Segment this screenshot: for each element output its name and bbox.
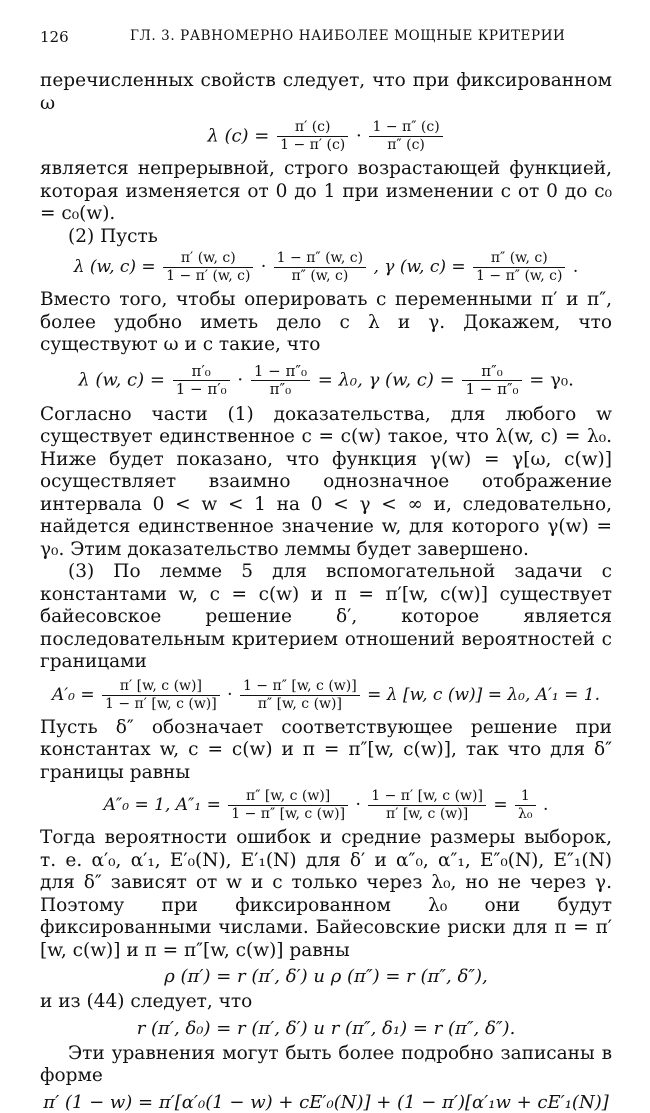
eq-end: = γ₀. — [529, 369, 574, 390]
dot: · — [237, 369, 244, 390]
denominator: π′ [w, c (w)] — [386, 806, 469, 822]
paragraph-6: (3) По лемме 5 для вспомогательной задачи с константами w, c = c(w) и π = π′[w, c(w)] существует байесовское решение δ′, которое является последовательным критерием отношений вероятностей с границами — [40, 561, 612, 672]
fraction — [228, 788, 348, 823]
fraction — [240, 678, 360, 713]
fraction — [274, 250, 366, 285]
fraction — [173, 363, 230, 398]
paragraph-10: Эти уравнения могут быть более подробно записаны в форме — [40, 1042, 612, 1086]
paragraph-2: является непрерывной, строго возрастающей функцией, которая изменяется от 0 до 1 при изменении c от 0 до c₀ = c₀(w). — [40, 158, 612, 224]
eq-lhs: A″₀ = 1, A″₁ = — [103, 795, 221, 815]
fraction — [369, 119, 442, 154]
numerator: 1 − π′ [w, c (w)] — [368, 788, 486, 806]
book-page — [40, 28, 612, 1113]
fraction — [277, 119, 348, 154]
dot: · — [356, 125, 362, 147]
denominator: 1 − π″ (w, c) — [476, 268, 563, 284]
numerator: π″ (w, c) — [473, 250, 565, 268]
numerator: 1 − π″ (w, c) — [274, 250, 366, 268]
eq-mid: = — [493, 795, 508, 815]
numerator: π″ [w, c (w)] — [228, 788, 348, 806]
fraction — [251, 363, 310, 398]
numerator: π′ (w, c) — [163, 250, 253, 268]
equation-lambda-c — [40, 119, 612, 154]
running-header — [40, 28, 612, 58]
dot: · — [227, 684, 233, 705]
paragraph-7: Пусть δ″ обозначает соответствующее решение при константах w, c = c(w) и π = π″[w, c(w)], так что для δ″ границы равны — [40, 716, 612, 783]
chapter-title: ГЛ. 3. РАВНОМЕРНО НАИБОЛЕЕ МОЩНЫЕ КРИТЕРИИ — [130, 28, 566, 44]
eq-end: = λ [w, c (w)] = λ₀, A′₁ = 1. — [367, 684, 600, 705]
eq-lhs: λ (w, c) = — [73, 257, 156, 277]
denominator: λ₀ — [518, 806, 533, 822]
equation-a-double-prime — [40, 788, 612, 823]
eq-mid: = λ₀, γ (w, c) = — [317, 369, 455, 390]
equation-lambda-gamma-def — [40, 250, 612, 285]
denominator: 1 − π″₀ — [465, 379, 519, 398]
page-number: 126 — [40, 28, 69, 46]
eq-end: . — [542, 795, 549, 815]
numerator: π′ [w, c (w)] — [102, 678, 220, 696]
denominator: 1 − π′₀ — [175, 379, 227, 398]
equation-bayes-risk: ρ (π′) = r (π′, δ′) и ρ (π″) = r (π″, δ″), — [164, 966, 488, 987]
numerator: 1 − π″ (c) — [369, 119, 442, 137]
denominator: 1 − π′ [w, c (w)] — [105, 695, 217, 712]
numerator: π″₀ — [462, 363, 521, 381]
eq-end: . — [572, 257, 579, 277]
denominator: 1 − π′ (w, c) — [166, 268, 251, 284]
fraction — [368, 788, 486, 823]
fraction — [473, 250, 565, 285]
denominator: 1 − π′ (c) — [280, 137, 346, 153]
dot: · — [355, 795, 361, 815]
numerator: 1 − π″ [w, c (w)] — [240, 678, 360, 696]
equation-lambda0-gamma0 — [40, 363, 612, 398]
denominator: π″ [w, c (w)] — [257, 695, 342, 712]
eq-lhs: A′₀ = — [52, 684, 95, 705]
paragraph-5: Согласно части (1) доказательства, для любого w существует единственное c = c(w) такое, что λ(w, c) = λ₀. Ниже будет показано, что функция γ(w) = γ[ω, c(w)] осуществляет взаимно однозначное отображение интервала 0 < w < 1 на 0 < γ < ∞ и, следовательно, найдется единственное значение w, для которого γ(w) = γ₀. Этим доказательство леммы будет завершено. — [40, 403, 612, 560]
denominator: π″ (w, c) — [291, 268, 349, 284]
paragraph-4: Вместо того, чтобы оперировать с переменными π′ и π″, более удобно иметь дело с λ и γ. Докажем, что существуют ω и c такие, что — [40, 289, 612, 355]
denominator: 1 − π″ [w, c (w)] — [231, 806, 346, 822]
denominator: π″ (c) — [387, 137, 425, 153]
fraction — [163, 250, 253, 285]
paragraph-1: перечисленных свойств следует, что при фиксированном ω — [40, 70, 612, 114]
fraction — [515, 788, 536, 823]
numerator: 1 — [515, 788, 536, 806]
eq-mid: , γ (w, c) = — [373, 257, 466, 277]
dot: · — [260, 257, 267, 277]
fraction — [102, 678, 220, 713]
equation-expanded: π′ (1 − w) = π′[α′₀(1 − w) + cE′₀(N)] + (1 − π′)[α′₁w + cE′₁(N)] — [43, 1091, 609, 1113]
numerator: π′₀ — [173, 363, 230, 381]
paragraph-3: (2) Пусть — [68, 225, 158, 247]
paragraph-8: Тогда вероятности ошибок и средние размеры выборок, т. е. α′₀, α′₁, E′₀(N), E′₁(N) для δ′ и α″₀, α″₁, E″₀(N), E″₁(N) для δ″ зависят от w и c только через λ₀, но не через γ. Поэтому при фиксированном λ₀ они будут фиксированными числами. Байесовские риски для π = π′[w, c(w)] и π = π″[w, c(w)] равны — [40, 827, 612, 961]
numerator: 1 − π″₀ — [251, 363, 310, 381]
equation-risk-equality: r (π′, δ₀) = r (π′, δ′) и r (π″, δ₁) = r (π″, δ″). — [136, 1017, 516, 1039]
paragraph-9: и из (44) следует, что — [40, 991, 253, 1012]
fraction — [462, 363, 521, 398]
eq-lhs: λ (c) = — [207, 125, 270, 147]
numerator: π′ (c) — [277, 119, 348, 137]
equation-a-prime — [40, 678, 612, 713]
eq-lhs: λ (w, c) = — [78, 369, 165, 390]
denominator: π″₀ — [269, 379, 292, 398]
